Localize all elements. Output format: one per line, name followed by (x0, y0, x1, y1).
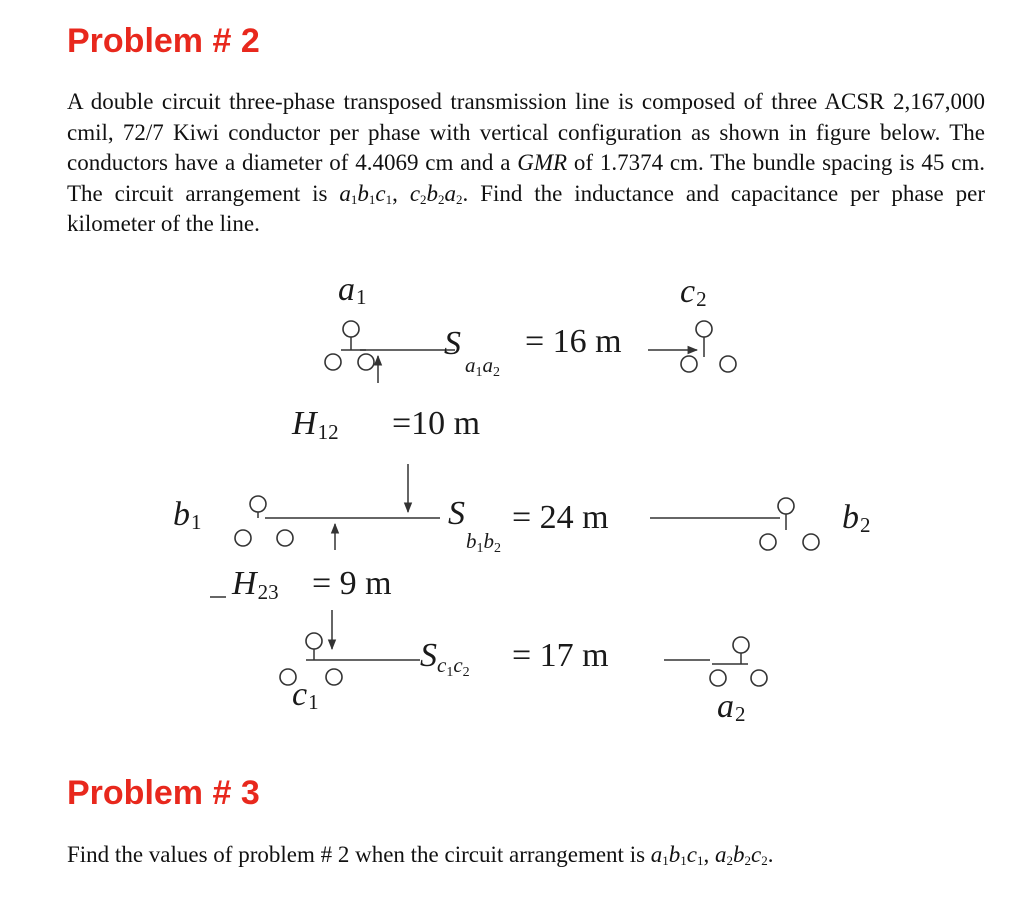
p3-arr-c2: c (751, 842, 762, 867)
value-s-b1b2: = 24 m (512, 499, 609, 536)
p3-arr-separator: , (703, 842, 716, 867)
problem-2-heading: Problem # 2 (67, 22, 260, 60)
value-h23: = 9 m (312, 565, 392, 602)
label-s-b1b2-sub: b1b2 (466, 529, 501, 556)
problem-2-text-part-3: . Find the inductance and capacitance per phase per kilometer of the line. (67, 180, 986, 236)
problem-3-text-end: . (767, 842, 774, 867)
arr-b2-sub: 2 (438, 191, 445, 207)
label-h23: H23 (232, 565, 279, 604)
conductor-bundle-a1 (325, 321, 374, 370)
label-s-c1c2: Sc1c2 (420, 637, 470, 680)
conductor-bundle-a2 (710, 637, 767, 686)
arr-a2-sub: 2 (456, 191, 463, 207)
label-b2: b2 (842, 499, 871, 537)
arr-c1-sub: 1 (385, 191, 393, 207)
arr-c2: c (409, 180, 421, 206)
arr-a1: a (339, 180, 351, 206)
label-s-a1a2-sub: a1a2 (465, 353, 500, 380)
problem-3-text: Find the values of problem # 2 when the circuit arrangement is (67, 842, 651, 867)
p3-arr-b2: b (733, 842, 745, 867)
p3-arr-a1: a (650, 842, 663, 867)
label-c1: c1 (292, 676, 319, 714)
value-s-c1c2: = 17 m (512, 637, 609, 674)
p3-arr-a2-sub: 2 (726, 853, 734, 868)
label-a1: a1 (338, 271, 367, 309)
arr-c1: c (375, 180, 386, 206)
label-a2: a2 (717, 688, 746, 726)
p3-arr-a1-sub: 1 (662, 853, 669, 868)
arr-b1: b (357, 180, 369, 206)
p3-arr-c1: c (686, 842, 698, 867)
conductor-bundle-c2 (681, 321, 736, 372)
p3-arr-c2-sub: 2 (761, 853, 768, 868)
label-b1: b1 (173, 496, 202, 534)
p3-arr-a2: a (715, 842, 727, 867)
arr-b2: b (426, 180, 439, 206)
arr-a1-sub: 1 (350, 191, 358, 207)
arr-b1-sub: 1 (368, 191, 376, 207)
label-s-b1b2: S (448, 495, 465, 532)
problem-3-statement (67, 840, 985, 871)
p3-arr-b1-sub: 1 (680, 853, 687, 868)
value-h12: =10 m (392, 405, 481, 442)
gmr-term: GMR (517, 150, 568, 175)
label-s-a1a2: S (444, 325, 461, 362)
label-c2: c2 (680, 273, 707, 311)
conductor-bundle-b1 (235, 496, 293, 546)
problem-2-text-part-2: of 1.7374 cm. The bundle spacing is 45 cm. The circuit arrangement is (67, 150, 985, 206)
problem-3-heading: Problem # 3 (67, 774, 260, 812)
circuit-arrangement-alt (651, 842, 768, 867)
arr-separator: , (392, 180, 410, 206)
value-s-a1a2: = 16 m (525, 323, 622, 360)
label-h12: H12 (292, 405, 339, 444)
conductor-bundle-b2 (760, 498, 819, 550)
arr-a2: a (444, 180, 457, 206)
problem-2-text-part-1: A double circuit three-phase transposed transmission line is composed of three ACSR 2,167,000 cmil, 72/7 Kiwi conductor per phase with vertical configuration as shown in figure below. The conductors have a diameter of 4.4069 cm and a (67, 89, 985, 175)
p3-arr-c1-sub: 1 (697, 853, 704, 868)
p3-arr-b1: b (668, 842, 681, 867)
p3-arr-b2-sub: 2 (744, 853, 752, 868)
arr-c2-sub: 2 (420, 191, 427, 207)
